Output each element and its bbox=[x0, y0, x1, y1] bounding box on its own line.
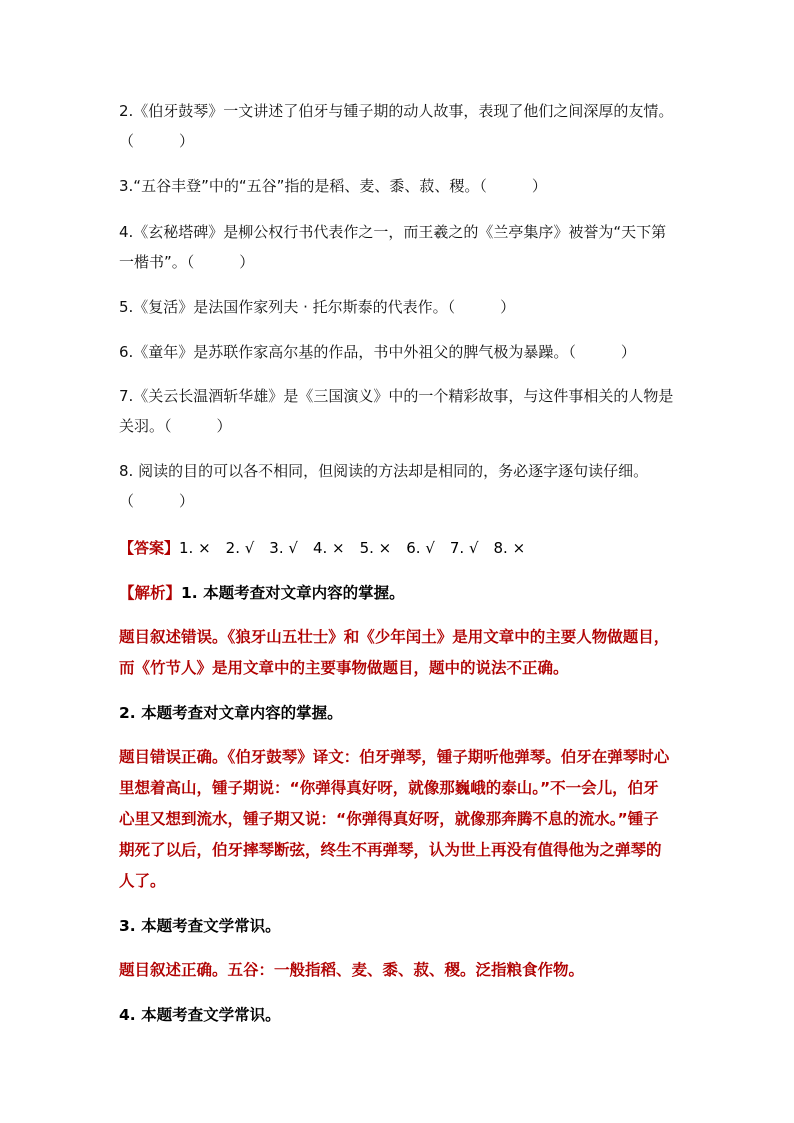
question-6: 6.《童年》是苏联作家高尔基的作品，书中外祖父的脾气极为暴躁。（ ） bbox=[119, 343, 636, 361]
analysis-heading-3: 3. 本题考查文学常识。 bbox=[119, 917, 281, 935]
question-7: 7.《关云长温酒斩华雄》是《三国演义》中的一个精彩故事，与这件事相关的人物是关羽。（ ） bbox=[119, 387, 674, 435]
analysis-line-1 bbox=[119, 578, 671, 609]
answer-text: 1. × 2. √ 3. √ 4. × 5. × 6. √ 7. √ 8. × bbox=[179, 539, 526, 557]
question-5: 5.《复活》是法国作家列夫 · 托尔斯泰的代表作。（ ） bbox=[119, 298, 516, 316]
analysis-paragraph-1: 题目叙述错误。《狼牙山五壮士》和《少年闰土》是用文章中的主要人物做题目，而《竹节人》是用文章中的主要事物做题目，题中的说法不正确。 bbox=[119, 628, 670, 677]
question-3: 3.“五谷丰登”中的“五谷”指的是稻、麦、黍、菽、稷。（ ） bbox=[119, 177, 547, 195]
question-8: 8. 阅读的目的可以各不相同，但阅读的方法却是相同的，务必逐字逐句读仔细。（ ） bbox=[119, 462, 649, 510]
analysis-lead: 1. 本题考查对文章内容的掌握。 bbox=[181, 584, 405, 602]
analysis-paragraph-2: 题目错误正确。《伯牙鼓琴》译文：伯牙弹琴，锺子期听他弹琴。伯牙在弹琴时心里想着高山，锺子期说：“你弹得真好呀，就像那巍峨的泰山。”不一会儿，伯牙心里又想到流水，锺子期又说：“你弹得真好呀，就像那奔腾不息的流水。”锺子期死了以后，伯牙摔琴断弦，终生不再弹琴，认为世上再没有值得他为之弹琴的人了。 bbox=[119, 748, 670, 890]
question-2: 2.《伯牙鼓琴》一文讲述了伯牙与锺子期的动人故事，表现了他们之间深厚的友情。（ ） bbox=[119, 102, 674, 150]
analysis-heading-2: 2. 本题考查对文章内容的掌握。 bbox=[119, 704, 343, 722]
answer-line bbox=[119, 533, 679, 563]
question-4: 4.《玄秘塔碑》是柳公权行书代表作之一，而王羲之的《兰亭集序》被誉为“天下第一楷书”。（ ） bbox=[119, 223, 667, 271]
analysis-heading-4: 4. 本题考查文学常识。 bbox=[119, 1006, 281, 1024]
answer-tag: 【答案】 bbox=[119, 539, 180, 557]
analysis-tag: 【解析】 bbox=[119, 584, 182, 602]
analysis-paragraph-3: 题目叙述正确。五谷：一般指稻、麦、黍、菽、稷。泛指粮食作物。 bbox=[119, 961, 585, 979]
